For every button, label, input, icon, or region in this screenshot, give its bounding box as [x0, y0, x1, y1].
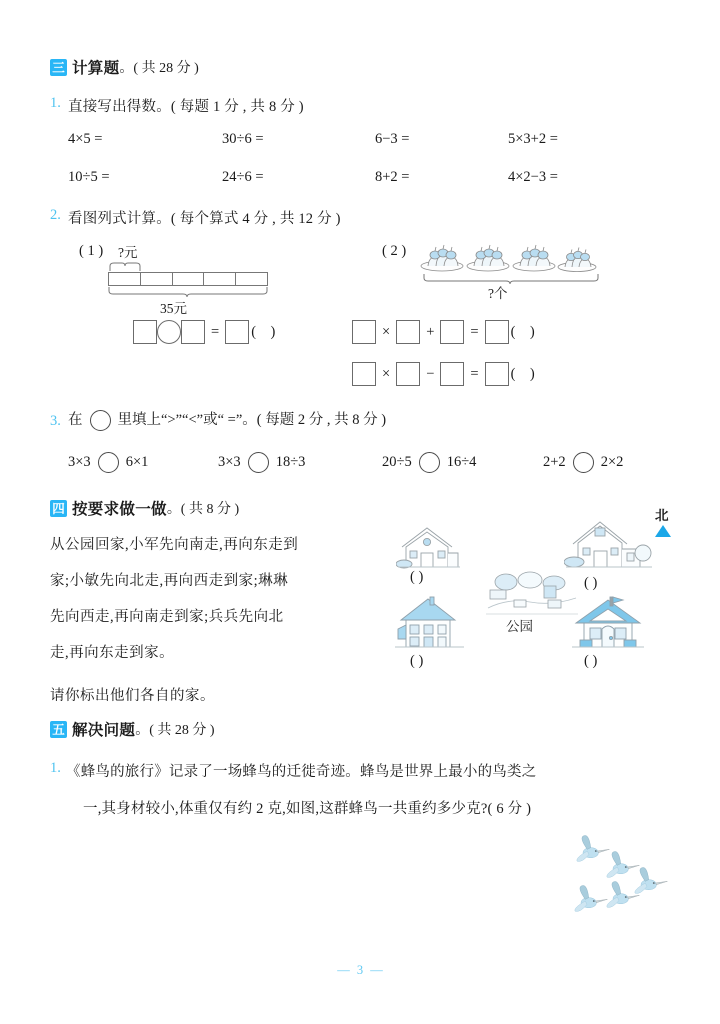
north-label: 北 [655, 508, 669, 523]
comparison-right: 2×2 [600, 454, 624, 470]
section-header-five [50, 718, 215, 740]
bar-segment [109, 273, 141, 285]
problem-text-3-3-b: 里填上“>”“<”或“ =”。( 每题 2 分 , 共 8 分 ) [117, 412, 387, 428]
problem-number-3-2: 2. [50, 207, 61, 223]
blank-paren-bottom-right[interactable]: ( ) [584, 653, 598, 669]
comparison-item-3 [382, 452, 476, 473]
answer-box[interactable] [181, 320, 205, 344]
problem-number-3-3: 3. [50, 413, 61, 429]
blank-paren-top-left[interactable]: ( ) [410, 569, 424, 585]
expression-3-1-r2c1: 10÷5 = [68, 169, 110, 185]
comparison-item-1 [68, 452, 148, 473]
problem-text-3-3 [68, 410, 386, 431]
comparison-item-2 [218, 452, 305, 473]
comparison-circle[interactable] [98, 452, 119, 473]
park-icon [486, 570, 578, 616]
times-sign: × [382, 324, 391, 341]
house-top-left-icon [396, 523, 462, 569]
hummingbirds-illustration [560, 828, 690, 923]
answer-paren[interactable]: ( ) [510, 366, 535, 383]
comparison-left: 3×3 [218, 454, 241, 470]
bar-model-diagram [108, 262, 268, 316]
section4-instruction: 请你标出他们各自的家。 [50, 688, 215, 704]
answer-box[interactable] [396, 320, 420, 344]
bar-segment [141, 273, 173, 285]
plates-diagram [420, 240, 602, 301]
answer-paren[interactable]: ( ) [510, 324, 535, 341]
problem-number-3-1: 1. [50, 95, 61, 111]
times-sign: × [382, 366, 391, 383]
house-bottom-right-icon [570, 595, 646, 651]
equals-sign: = [211, 324, 220, 341]
answer-box[interactable] [225, 320, 249, 344]
section-badge-four: 四 [50, 500, 67, 517]
section5-line-2: 一,其身材较小,体重仅有约 2 克,如图,这群蜂鸟一共重约多少克?( 6 分 ) [83, 801, 532, 817]
equals-sign: = [470, 324, 479, 341]
problem-text-3-1: 直接写出得数。( 每题 1 分 , 共 8 分 ) [68, 99, 304, 115]
answer-box[interactable] [352, 362, 376, 386]
page-footer [0, 963, 720, 978]
comparison-circle[interactable] [419, 452, 440, 473]
minus-sign: − [426, 366, 435, 383]
answer-box[interactable] [440, 362, 464, 386]
answer-row-3 [352, 362, 535, 386]
expression-3-1-r2c3: 8+2 = [375, 169, 410, 185]
plus-sign: + [426, 324, 435, 341]
section-score-five: 。( 共 28 分 ) [135, 723, 215, 738]
section4-line-2: 家;小敏先向北走,再向西走到家;琳琳 [50, 573, 289, 589]
answer-circle[interactable] [157, 320, 181, 344]
answer-box[interactable] [352, 320, 376, 344]
answer-row-1 [133, 320, 275, 344]
footer-dash-right: — [370, 963, 383, 977]
north-arrow-icon [655, 525, 671, 537]
blank-paren-top-right[interactable]: ( ) [584, 575, 598, 591]
answer-box[interactable] [396, 362, 420, 386]
equals-sign: = [470, 366, 479, 383]
answer-box[interactable] [133, 320, 157, 344]
comparison-circle[interactable] [248, 452, 269, 473]
bar-top-brace-icon [108, 262, 268, 272]
page-number: 3 [356, 963, 364, 977]
section4-line-4: 走,再向东走到家。 [50, 645, 175, 661]
answer-box[interactable] [485, 320, 509, 344]
section-score-three: 。( 共 28 分 ) [119, 61, 199, 76]
section-title-four: 按要求做一做 [72, 501, 167, 518]
example-circle [90, 410, 111, 431]
section5-line-1: 《蜂鸟的旅行》记录了一场蜂鸟的迁徙奇迹。蜂鸟是世界上最小的鸟类之 [66, 764, 537, 780]
subproblem-label-2: ( 2 ) [382, 243, 407, 259]
plates-brace-icon [422, 273, 600, 285]
section4-line-1: 从公园回家,小军先向南走,再向东走到 [50, 537, 299, 553]
house-bottom-left-icon [394, 595, 466, 651]
section-title-five: 解决问题 [72, 722, 136, 739]
bar-total-label: 35元 [160, 301, 187, 316]
answer-paren[interactable]: ( ) [251, 324, 276, 341]
answer-box[interactable] [440, 320, 464, 344]
expression-3-1-r1c3: 6−3 = [375, 131, 410, 147]
section-badge-five: 五 [50, 721, 67, 738]
bar-bottom-brace-icon [106, 286, 270, 298]
comparison-left: 2+2 [543, 454, 566, 470]
section-badge-three: 三 [50, 59, 67, 76]
subproblem-label-1: ( 1 ) [79, 243, 104, 259]
direction-map [388, 505, 688, 680]
comparison-circle[interactable] [573, 452, 594, 473]
comparison-left: 20÷5 [382, 454, 412, 470]
bar-segment [204, 273, 236, 285]
problem-text-3-3-a: 在 [68, 412, 83, 428]
problem-text-3-2: 看图列式计算。( 每个算式 4 分 , 共 12 分 ) [68, 211, 341, 227]
comparison-left: 3×3 [68, 454, 91, 470]
plates-unknown-label: ?个 [488, 286, 508, 301]
expression-3-1-r1c2: 30÷6 = [222, 131, 264, 147]
house-top-right-icon [564, 517, 654, 569]
hummingbird-flock-icon [560, 828, 690, 923]
park-label: 公园 [506, 619, 533, 634]
section4-line-3: 先向西走,再向南走到家;兵兵先向北 [50, 609, 284, 625]
comparison-right: 16÷4 [446, 454, 477, 470]
answer-row-2 [352, 320, 535, 344]
section-header-four [50, 497, 239, 519]
problem-number-5-1: 1. [50, 760, 61, 776]
expression-3-1-r1c4: 5×3+2 = [508, 131, 558, 147]
comparison-item-4 [543, 452, 623, 473]
bar-unknown-label: ?元 [118, 245, 138, 260]
expression-3-1-r2c2: 24÷6 = [222, 169, 264, 185]
footer-dash-left: — [337, 963, 350, 977]
bar-strip [108, 272, 268, 286]
comparison-right: 18÷3 [275, 454, 306, 470]
bar-segment [236, 273, 267, 285]
bar-segment [173, 273, 205, 285]
section-header-three [50, 56, 199, 78]
answer-box[interactable] [485, 362, 509, 386]
expression-3-1-r2c4: 4×2−3 = [508, 169, 558, 185]
blank-paren-bottom-left[interactable]: ( ) [410, 653, 424, 669]
comparison-right: 6×1 [125, 454, 149, 470]
expression-3-1-r1c1: 4×5 = [68, 131, 103, 147]
section-score-four: 。( 共 8 分 ) [166, 502, 240, 517]
section-title-three: 计算题 [72, 60, 120, 77]
cupcake-plates-icon [420, 240, 602, 274]
